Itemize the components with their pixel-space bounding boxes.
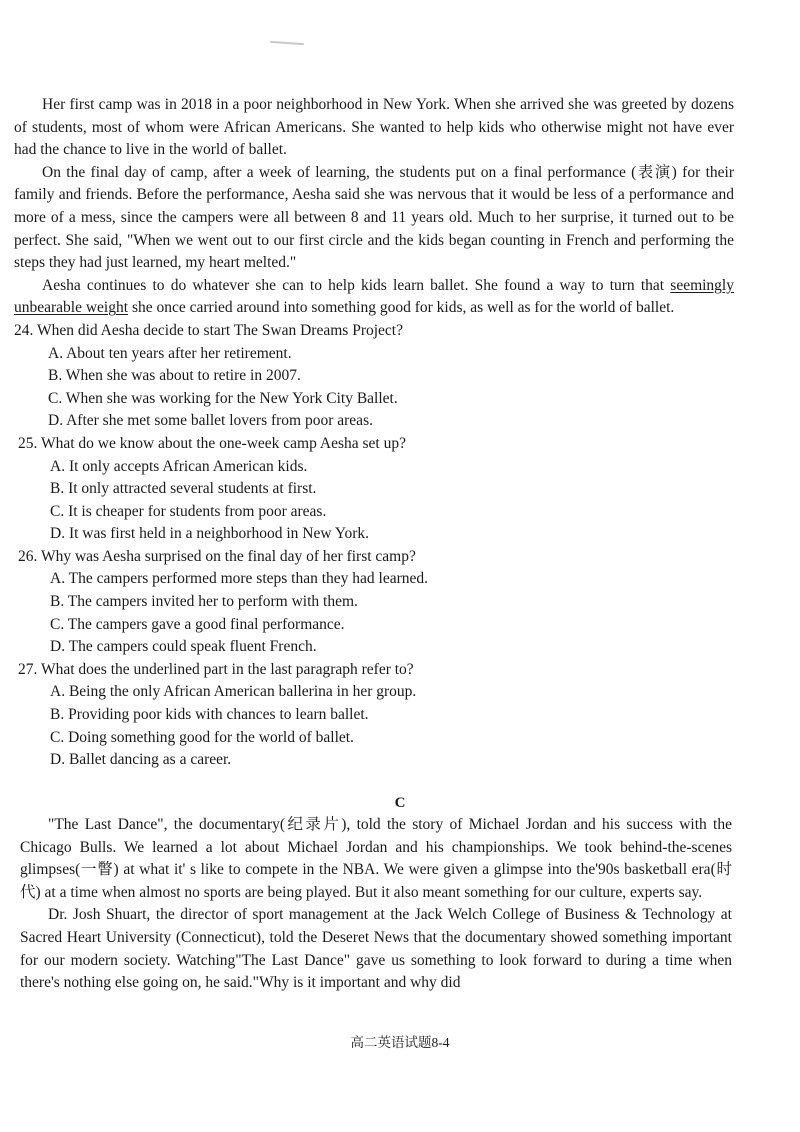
option-b: B. Providing poor kids with chances to learn ballet. [50, 706, 369, 724]
passage-c [20, 814, 732, 995]
page-footer: 高二英语试题8-4 [350, 1035, 450, 1050]
passage-b [14, 94, 734, 772]
passage-c-paragraph-2: Dr. Josh Shuart, the director of sport management at the Jack Welch College of Business & Technology at Sacred Heart University (Connecticut), told the Deseret News that the documentary showed something important for our modern society. Watching"The Last Dance" gave us something to look forward to during a time when there's nothing else going on, he said."Why is it important and why did [20, 906, 732, 992]
passage-b-paragraph-3 [14, 275, 734, 320]
question-24 [14, 320, 734, 433]
option-c: C. The campers gave a good final performance. [50, 615, 345, 633]
underlined-phrase: seemingly unbearable weight [14, 276, 734, 317]
passage-b-paragraph-1: Her first camp was in 2018 in a poor neighborhood in New York. When she arrived she was greeted by dozens of students, most of whom were African Americans. She wanted to help kids who otherwise might not have ever had the chance to live in the world of ballet. [14, 96, 734, 159]
paragraph-3-text-before: Aesha continues to do whatever she can to help kids learn ballet. She found a way to turn that [42, 276, 671, 294]
option-c: C. Doing something good for the world of ballet. [50, 728, 354, 746]
question-stem: 27. What does the underlined part in the last paragraph refer to? [18, 660, 414, 678]
scan-mark [270, 41, 304, 45]
question-stem: 25. What do we know about the one-week camp Aesha set up? [18, 434, 406, 452]
question-26 [14, 546, 734, 659]
section-c-heading: C [394, 795, 406, 811]
option-a: A. Being the only African American ballerina in her group. [50, 683, 417, 701]
question-25 [14, 433, 734, 546]
option-a: A. About ten years after her retirement. [48, 344, 292, 362]
option-d: D. After she met some ballet lovers from poor areas. [48, 412, 373, 430]
option-d: D. The campers could speak fluent French. [50, 638, 317, 656]
option-c: C. When she was working for the New York City Ballet. [48, 389, 398, 407]
option-d: D. Ballet dancing as a career. [50, 751, 232, 769]
question-stem: 24. When did Aesha decide to start The Swan Dreams Project? [14, 321, 403, 339]
option-b: B. The campers invited her to perform with them. [50, 593, 358, 611]
option-d: D. It was first held in a neighborhood in New York. [50, 525, 370, 543]
paragraph-3-text-after: she once carried around into something good for kids, as well as for the world of ballet. [128, 299, 675, 317]
question-27 [14, 659, 734, 772]
passage-b-paragraph-2: On the final day of camp, after a week of learning, the students put on a final performance (表演) for their family and friends. Before the performance, Aesha said she was nervous that it would be less of a performance and more of a mess, since the campers were all between 8 and 11 years old. Much to her surprise, it turned out to be perfect. She said, "When we went out to our first circle and the kids began counting in French and performing the steps they had just learned, my heart melted." [14, 163, 734, 272]
question-stem: 26. Why was Aesha surprised on the final day of her first camp? [18, 547, 416, 565]
option-b: B. It only attracted several students at first. [50, 480, 317, 498]
option-a: A. It only accepts African American kids. [50, 457, 308, 475]
passage-c-paragraph-1: "The Last Dance", the documentary(纪录片), told the story of Michael Jordan and his success with the Chicago Bulls. We learned a lot about Michael Jordan and his championships. We took behind-the-scenes glimpses(一瞥) at what it' s like to compete in the NBA. We were given a glimpse into the'90s basketball era(时代) at a time when almost no sports are being played. But it also meant something for our culture, experts say. [20, 816, 732, 901]
option-b: B. When she was about to retire in 2007. [48, 367, 301, 385]
option-a: A. The campers performed more steps than they had learned. [50, 570, 429, 588]
option-c: C. It is cheaper for students from poor areas. [50, 502, 327, 520]
